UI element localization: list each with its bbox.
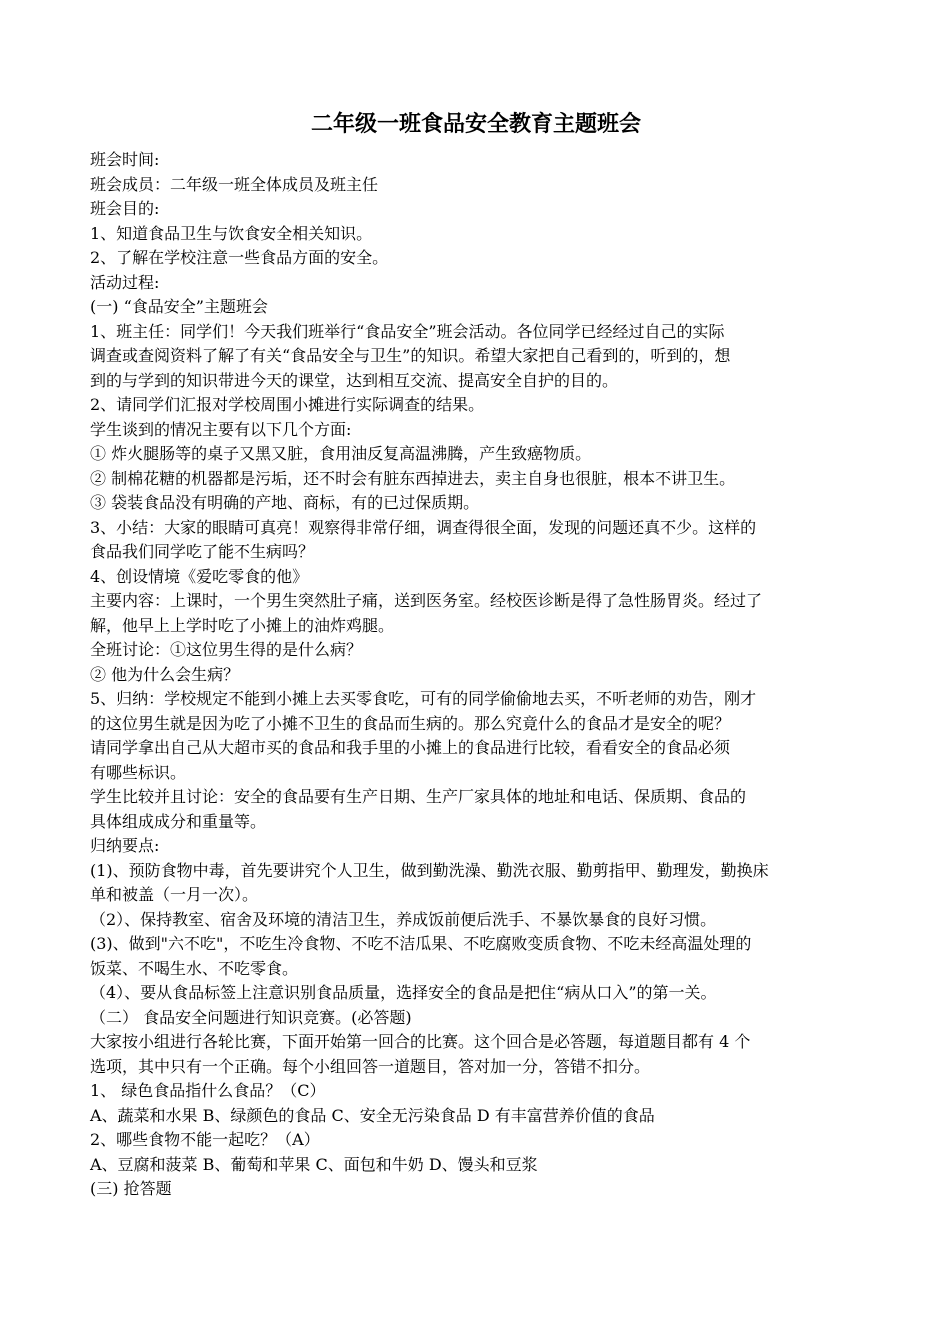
text-line: ③ 袋装食品没有明确的产地、商标，有的已过保质期。 xyxy=(90,493,480,512)
text-line: 1、班主任：同学们！今天我们班举行“食品安全”班会活动。各位同学已经经过自己的实际 xyxy=(90,321,725,341)
text-line: 解，他早上上学时吃了小摊上的油炸鸡腿。 xyxy=(90,615,395,635)
text-line: 全班讨论：①这位男生得的是什么病？ xyxy=(90,640,363,659)
text-line: 调查或查阅资料了解了有关“食品安全与卫生”的知识。希望大家把自己看到的，听到的，想 xyxy=(90,346,731,365)
text-line: 单和被盖（一月一次）。 xyxy=(90,885,259,904)
text-line: 归纳要点: xyxy=(90,836,160,855)
text-line: 学生谈到的情况主要有以下几个方面: xyxy=(90,419,352,439)
text-line: 的这位男生就是因为吃了小摊不卫生的食品而生病的。那么究竟什么的食品才是安全的呢？ xyxy=(90,713,731,733)
text-line: 活动过程: xyxy=(90,272,160,292)
text-line: A、豆腐和菠菜 B、葡萄和苹果 C、面包和牛奶 D、馒头和豆浆 xyxy=(90,1154,538,1174)
text-line: 3、小结：大家的眼睛可真亮！观察得非常仔细，调查得很全面，发现的问题还真不少。这样的 xyxy=(90,517,757,537)
text-line: 1、 绿色食品指什么食品？（C） xyxy=(90,1081,326,1100)
text-line: 2、哪些食物不能一起吃？（A） xyxy=(90,1130,320,1149)
text-line: A、蔬菜和水果 B、绿颜色的食品 C、安全无污染食品 D 有丰富营养价值的食品 xyxy=(90,1105,655,1125)
text-line: 班会成员：二年级一班全体成员及班主任 xyxy=(90,174,379,194)
text-line: (一) “食品安全”主题班会 xyxy=(90,297,268,316)
text-line: 具体组成成分和重量等。 xyxy=(90,811,267,831)
text-line: 学生比较并且讨论：安全的食品要有生产日期、生产厂家具体的地址和电话、保质期、食品的 xyxy=(90,787,747,806)
text-line: 饭菜、不喝生水、不吃零食。 xyxy=(90,958,299,978)
text-line: 班会时间: xyxy=(90,150,160,169)
text-line: 到的与学到的知识带进今天的课堂，达到相互交流、提高安全自护的目的。 xyxy=(90,370,619,390)
document-body xyxy=(90,148,862,1202)
text-line: 食品我们同学吃了能不生病吗？ xyxy=(90,542,315,561)
text-line: 请同学拿出自己从大超市买的食品和我手里的小摊上的食品进行比较，看看安全的食品必须 xyxy=(90,738,731,757)
document-page xyxy=(90,108,862,1202)
text-line: （二） 食品安全问题进行知识竞赛。(必答题) xyxy=(90,1007,412,1027)
text-line: ② 制棉花糖的机器都是污垢，还不时会有脏东西掉进去，卖主自身也很脏，根本不讲卫生。 xyxy=(90,468,736,488)
text-line: (3)、做到"六不吃"，不吃生冷食物、不吃不洁瓜果、不吃腐败变质食物、不吃未经高温处理的 xyxy=(90,934,752,953)
document-title: 二年级一班食品安全教育主题班会 xyxy=(310,112,641,137)
text-line: 2、请同学们汇报对学校周围小摊进行实际调查的结果。 xyxy=(90,395,485,414)
text-line: (三) 抢答题 xyxy=(90,1179,172,1198)
text-line: 4、创设情境《爱吃零食的他》 xyxy=(90,566,309,586)
text-line: 主要内容：上课时，一个男生突然肚子痛，送到医务室。经校医诊断是得了急性肠胃炎。经过了 xyxy=(90,591,763,610)
text-line: ② 他为什么会生病？ xyxy=(90,664,240,684)
text-line: （2）、保持教室、宿舍及环境的清洁卫生，养成饭前便后洗手、不暴饮暴食的良好习惯。 xyxy=(90,909,717,929)
text-line: 大家按小组进行各轮比赛，下面开始第一回合的比赛。这个回合是必答题，每道题目都有 4 个 xyxy=(90,1032,751,1051)
text-line: 5、归纳：学校规定不能到小摊上去买零食吃，可有的同学偷偷地去买，不听老师的劝告，刚才 xyxy=(90,689,757,708)
text-line: 2、了解在学校注意一些食品方面的安全。 xyxy=(90,248,389,267)
text-line: 班会目的: xyxy=(90,199,160,218)
text-line: (1)、预防食物中毒，首先要讲究个人卫生，做到勤洗澡、勤洗衣服、勤剪指甲、勤理发，勤换床 xyxy=(90,860,769,880)
text-line: （4）、要从食品标签上注意识别食品质量，选择安全的食品是把住“病从口入”的第一关。 xyxy=(90,983,717,1002)
text-line: 选项，其中只有一个正确。每个小组回答一道题目，答对加一分，答错不扣分。 xyxy=(90,1056,651,1076)
text-line: 1、知道食品卫生与饮食安全相关知识。 xyxy=(90,223,373,243)
text-line: 有哪些标识。 xyxy=(90,762,187,782)
text-line: ① 炸火腿肠等的桌子又黑又脏，食用油反复高温沸腾，产生致癌物质。 xyxy=(90,444,592,463)
